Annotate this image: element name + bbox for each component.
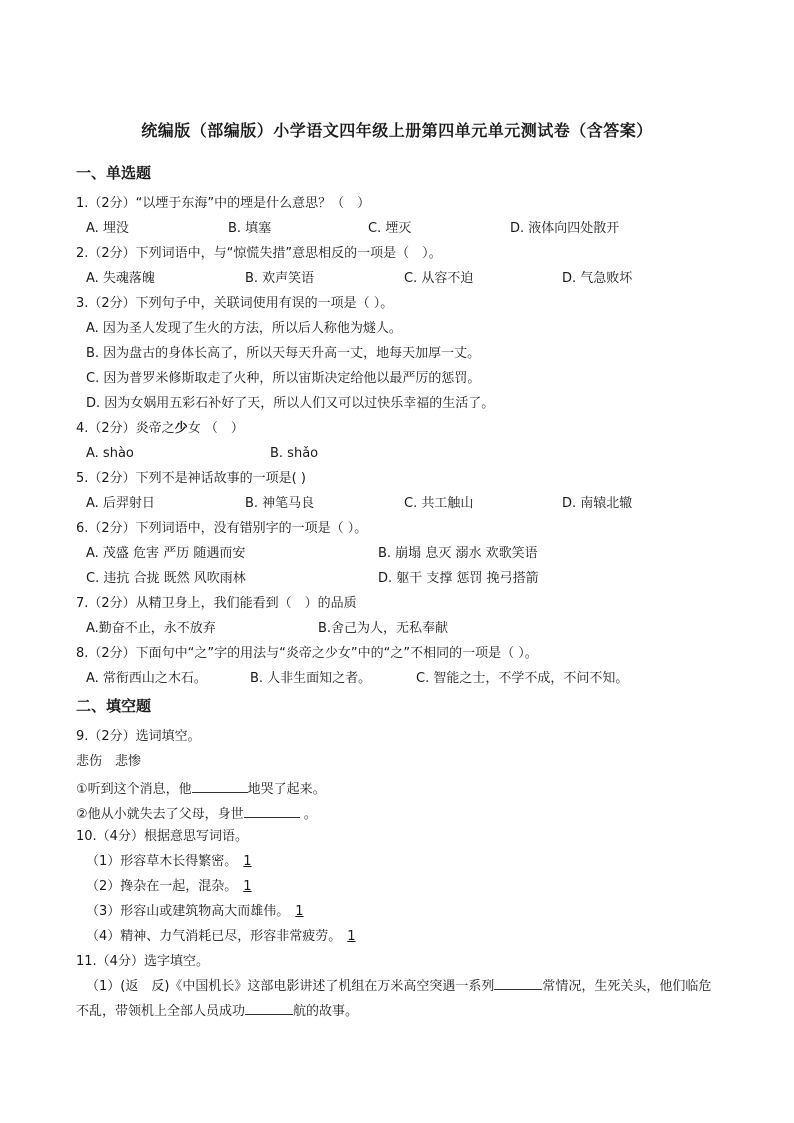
question-8-option-a: A. 常衔西山之木石。 (86, 671, 207, 686)
question-6-option-b: B. 崩塌 息灭 溺水 欢歌笑语 (378, 546, 538, 561)
question-3-option-d: D. 因为女娲用五彩石补好了天，所以人们又可以过快乐幸福的生活了。 (86, 396, 495, 411)
question-4-option-b: B. shǎo (270, 446, 319, 461)
question-9-blank-2[interactable] (244, 803, 300, 818)
question-9-stem: 9.（2分）选词填空。 (76, 729, 201, 744)
question-10-item-4: （4）精神、力气消耗已尽，形容非常疲劳。 1 (86, 928, 366, 946)
question-1-option-c: C. 堙灭 (368, 221, 412, 236)
question-10-answer-1[interactable]: 1 (243, 854, 252, 869)
question-5-option-c: C. 共工触山 (404, 496, 474, 511)
question-1-option-b: B. 填塞 (228, 221, 272, 236)
question-7-stem: 7.（2分）从精卫身上，我们能看到（ ）的品质 (76, 596, 357, 611)
question-8-option-c: C. 智能之士，不学不成，不问不知。 (416, 671, 629, 686)
question-2-option-b: B. 欢声笑语 (245, 271, 315, 286)
question-9-sentence-1: ①听到这个消息，他 地哭了起来。 (76, 778, 326, 799)
question-10-answer-4[interactable]: 1 (347, 929, 356, 944)
question-6-option-c: C. 违抗 合拢 既然 风吹雨林 (86, 571, 246, 586)
section-heading-single-choice: 一、单选题 (76, 164, 152, 182)
question-10-item-2: （2）搀杂在一起，混杂。 1 (86, 878, 262, 896)
question-8-option-b: B. 人非生面知之者。 (250, 671, 372, 686)
question-10-answer-3[interactable]: 1 (295, 904, 304, 919)
question-9-blank-1[interactable] (192, 778, 248, 793)
question-6-option-a: A. 茂盛 危害 严历 随遇而安 (86, 546, 246, 561)
section-heading-fill-in: 二、填空题 (76, 697, 152, 715)
question-9-sentence-2: ②他从小就失去了父母，身世 。 (76, 803, 317, 824)
question-3-option-a: A. 因为圣人发现了生火的方法，所以后人称他为燧人。 (86, 321, 402, 336)
question-2-option-a: A. 失魂落魄 (86, 271, 155, 286)
question-4-option-a: A. shào (86, 446, 134, 461)
question-3-stem: 3.（2分）下列句子中，关联词使用有误的一项是（ ）。 (76, 296, 394, 311)
question-1-option-a: A. 埋没 (86, 221, 129, 236)
question-1-stem: 1.（2分）“以堙于东海”中的堙是什么意思？（ ） (76, 196, 371, 211)
question-5-option-d: D. 南辕北辙 (562, 496, 633, 511)
question-3-option-b: B. 因为盘古的身体长高了，所以天每天升高一丈，地每天加厚一丈。 (86, 346, 481, 361)
question-2-stem: 2.（2分）下列词语中，与“惊慌失措”意思相反的一项是（ ）。 (76, 246, 442, 261)
question-11-stem: 11.（4分）选字填空。 (76, 954, 209, 969)
question-7-option-a: A.勤奋不止，永不放弃 (86, 621, 216, 636)
question-5-option-a: A. 后羿射日 (86, 496, 155, 511)
question-3-option-c: C. 因为普罗米修斯取走了火种，所以宙斯决定给他以最严厉的惩罚。 (86, 371, 481, 386)
question-5-stem: 5.（2分）下列不是神话故事的一项是( ) (76, 471, 306, 486)
question-10-stem: 10.（4分）根据意思写词语。 (76, 829, 248, 844)
question-1-option-d: D. 液体向四处散开 (510, 221, 620, 236)
question-6-stem: 6.（2分）下列词语中，没有错别字的一项是（ ）。 (76, 521, 368, 536)
question-2-option-d: D. 气急败坏 (562, 271, 633, 286)
question-10-answer-2[interactable]: 1 (243, 879, 252, 894)
question-11-blank-1[interactable] (494, 975, 542, 990)
question-4-stem: 4.（2分）炎帝之少女 （ ） (76, 421, 244, 436)
question-6-option-d: D. 躯干 支撑 惩罚 挽弓搭箭 (378, 571, 539, 586)
question-10-item-3: （3）形容山或建筑物高大而雄伟。 1 (86, 903, 314, 921)
question-10-item-1: （1）形容草木长得繁密。 1 (86, 853, 262, 871)
question-9-word-choices: 悲伤 悲惨 (76, 754, 142, 769)
question-7-option-b: B.舍己为人，无私奉献 (318, 621, 449, 636)
question-2-option-c: C. 从容不迫 (404, 271, 474, 286)
question-5-option-b: B. 神笔马良 (245, 496, 315, 511)
question-8-stem: 8.（2分）下面句中“之”字的用法与“炎帝之少女”中的“之”不相同的一项是（ ）。 (76, 646, 538, 661)
question-11-blank-2[interactable] (245, 1000, 293, 1015)
question-11-paragraph-1: （1）(返 反)《中国机长》这部电影讲述了机组在万米高空突遇一系列 常情况，生死关头，他们临危不乱，带领机上全部人员成功 航的故事。 (76, 974, 724, 1024)
question-4-target-char: 少 (174, 421, 188, 436)
page-title: 统编版（部编版）小学语文四年级上册第四单元单元测试卷（含答案） (141, 121, 653, 140)
